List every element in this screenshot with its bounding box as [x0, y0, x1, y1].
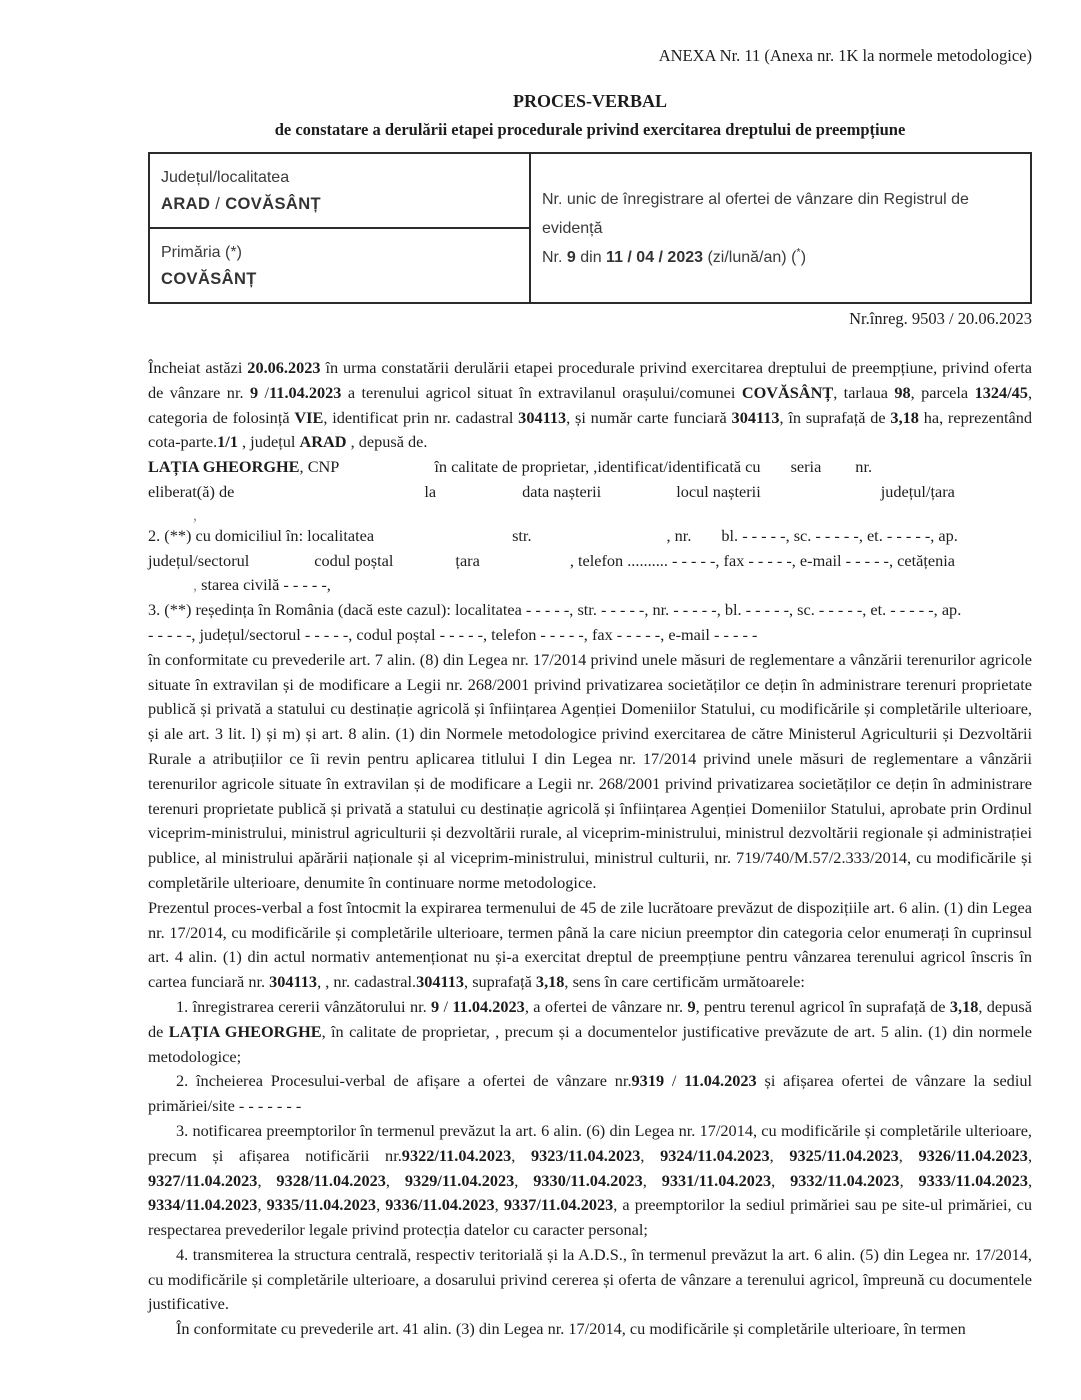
cell-primaria: [149, 228, 530, 303]
item-2-display: 2. încheierea Procesului-verbal de afișare a ofertei de vânzare nr.9319 / 11.04.2023 și afișarea ofertei de vânzare la sediul primăriei/site - - - - - - -: [148, 1071, 1033, 1116]
registration-number-value: Nr. 9 din 11 / 04 / 2023 (zi/lună/an) (*): [542, 246, 807, 266]
line-residence-2: - - - - -, județul/sectorul - - - - -, codul poștal - - - - -, telefon - - - - -, fax - - - - -, e-mail - - - - -: [148, 624, 758, 644]
line-marital-status: , starea civilă - - - - -,: [193, 575, 331, 595]
paragraph-closing: În conformitate cu prevederile art. 41 alin. (3) din Legea nr. 17/2014, cu modificările și completările ulterioare, în termen: [176, 1319, 966, 1339]
item-1-registration: 1. înregistrarea cererii vânzătorului nr. 9 / 11.04.2023, a ofertei de vânzare nr. 9, pentru terenul agricol în suprafață de 3,18, depusă de LAȚIA GHEORGHE, în calitate de proprietar, , precum și a documentelor justificative prevăzute de art. 5 alin. (1) din normele metodologice;: [148, 996, 1032, 1066]
table-row: [149, 153, 1031, 228]
document-subtitle: de constatare a derulării etapei procedurale privind exercitarea dreptului de preempțiune: [274, 120, 906, 139]
item-3-notification: 3. notificarea preemptorilor în termenul prevăzut la art. 6 alin. (6) din Legea nr. 17/2014, cu modificările și completările ulterioare, precum și afișarea notificării nr.9322/11.04.2023, 9323/11.04.2023, 9324/11.04.2023, 9325/11.04.2023, 9326/11.04.2023, 9327/11.04.2023, 9328/11.04.2023, 9329/11.04.2023, 9330/11.04.2023, 9331/11.04.2023, 9332/11.04.2023, 9333/11.04.2023, 9334/11.04.2023, 9335/11.04.2023, 9336/11.04.2023, 9337/11.04.2023, a preemptorilor la sediul primăriei sau pe site-ul primăriei, cu respectarea prevederilor legale privind protecția datelor cu caracter personal;: [148, 1120, 1033, 1240]
document-body: [148, 356, 1032, 1342]
registration-number-label: Nr. unic de înregistrare al ofertei de vânzare din Registrul de evidență: [542, 190, 969, 237]
county-locality-label: Județul/localitatea: [161, 168, 290, 186]
annex-note: ANEXA Nr. 11 (Anexa nr. 1K la normele metodologice): [658, 46, 1032, 65]
line-domicile: 2. (**) cu domiciliul în: localitatea str. , nr. bl. - - - - -, sc. - - - - -, et. - - - - -, ap.: [148, 525, 958, 545]
paragraph-legal-basis: în conformitate cu prevederile art. 7 alin. (8) din Legea nr. 17/2014 privind unele măsuri de reglementare a vânzării terenurilor agricole situate în extravilan și de modificare a Legii nr. 268/2001 privind privatizarea societăților ce dețin în administrare terenuri proprietate publică și privată a statului cu destinație agricolă și înființarea Agenției Domeniilor Statului, cu modificările și completările ulterioare, și ale art. 3 lit. l) și m) și art. 8 alin. (1) din Normele metodologice privind exercitarea de către Ministerul Agriculturii și Dezvoltării Rurale a atribuțiilor ce îi revin pentru aplicarea titlului I din Legea nr. 17/2014 privind unele măsuri de reglementare a vânzării terenurilor agricole situate în extravilan și de modificare a Legii nr. 268/2001 privind privatizarea societăților ce dețin în administrare terenuri proprietate publică și privată a statului cu destinație agricolă și înființarea Agenției Domeniilor Statului, aprobate prin Ordinul viceprim-ministrului, ministrul agriculturii și dezvoltării rurale, al viceprim-ministrului, ministrul dezvoltării regionale și administrației publice, al ministrului apărării naționale și al viceprim-ministrului, ministrul culturii, nr. 719/740/M.57/2.333/2014, cu modificările și completările ulterioare, denumite în continuare norme metodologice.: [148, 649, 1032, 892]
document-content: [148, 0, 1032, 1342]
item-4-transmission: 4. transmiterea la structura centrală, respectiv teritorială și la A.D.S., în termenul prevăzut la art. 6 alin. (5) din Legea nr. 17/2014, cu modificările și completările ulterioare, a dosarului privind cererea și oferta de vânzare a terenului agricol, împreună cu documentele justificative.: [148, 1244, 1032, 1314]
line-residence: 3. (**) reședința în România (dacă este cazul): localitatea - - - - -, str. - - - - -, nr. - - - - -, bl. - - - - -, sc. - - - - -, et. - - - - -, ap.: [148, 600, 962, 620]
cell-county-locality: [149, 153, 530, 228]
line-owner-id-issue: eliberat(ă) de la data nașterii locul nașterii județul/țara: [148, 481, 955, 501]
document-title: PROCES-VERBAL: [512, 91, 668, 111]
primaria-label: Primăria (*): [161, 243, 242, 261]
primaria-value: COVĂSÂNȚ: [161, 269, 257, 288]
comma-line: ,: [193, 504, 198, 524]
county-locality-value: ARAD / COVĂSÂNȚ: [161, 194, 322, 213]
cell-registration-number: [530, 153, 1031, 303]
paragraph-term-expiry: Prezentul proces-verbal a fost întocmit la expirarea termenului de 45 de zile lucrătoare prevăzut de dispozițiile art. 6 alin. (1) din Legea nr. 17/2014, cu modificările și completările ulterioare, termen până la care niciun preemptor din categoria celor enumerați în cuprinsul art. 4 alin. (1) din actul normativ antemenționat nu și-a exercitat dreptul de preempțiune pentru vânzarea terenului agricol înscris în cartea funciară nr. 304113, , nr. cadastral.304113, suprafață 3,18, sens în care certificăm următoarele:: [148, 897, 1032, 992]
line-domicile-2: județul/sectorul codul poștal țara , telefon .......... - - - - -, fax - - - - -, e-mail - - - - -, cetățenia: [148, 550, 955, 570]
line-owner-identity: LAȚIA GHEORGHE, CNP în calitate de proprietar, ,identificat/identificată cu seria nr.: [148, 457, 873, 477]
info-table: [148, 152, 1032, 304]
registration-note: Nr.înreg. 9503 / 20.06.2023: [849, 309, 1032, 328]
paragraph-opening: Încheiat astăzi 20.06.2023 în urma constatării derulării etapei procedurale privind exercitarea dreptului de preempțiune, privind oferta de vânzare nr. 9 /11.04.2023 a terenului agricol situat în extravilanul orașului/comunei COVĂSÂNȚ, tarlaua 98, parcela 1324/45, categoria de folosință VIE, identificat prin nr. cadastral 304113, și număr carte funciară 304113, în suprafață de 3,18 ha, reprezentând cota-parte.1/1 , județul ARAD , depusă de.: [148, 358, 1033, 452]
